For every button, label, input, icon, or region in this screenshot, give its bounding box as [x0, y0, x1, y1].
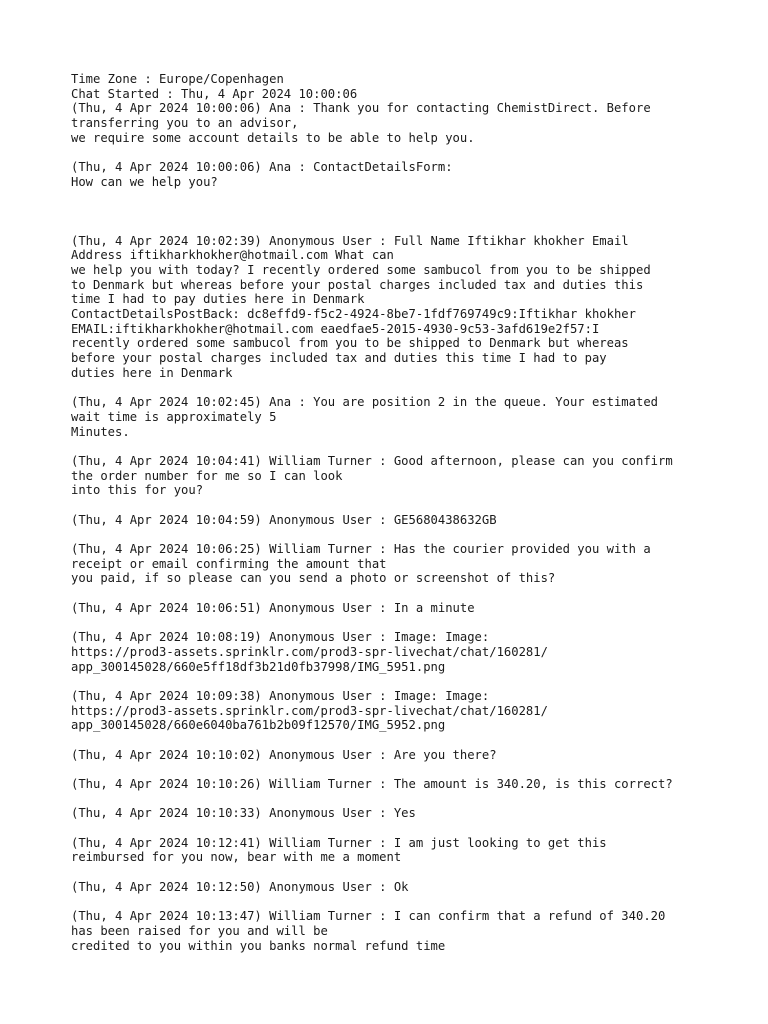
message-line: app_300145028/660e6040ba761b2b09f12570/IMG_5952.png	[71, 718, 446, 733]
message-gap	[71, 792, 751, 807]
message-block	[71, 513, 751, 528]
message-line: How can we help you?	[71, 174, 218, 189]
message-gap	[71, 586, 751, 601]
message-line: (Thu, 4 Apr 2024 10:02:45) Ana : You are position 2 in the queue. Your estimated	[71, 395, 658, 410]
message-line: Minutes.	[71, 424, 130, 439]
message-line: ContactDetailsPostBack: dc8effd9-f5c2-4924-8be7-1fdf769749c9:Iftikhar khokher	[71, 307, 636, 322]
chat-transcript	[71, 72, 751, 953]
message-line: (Thu, 4 Apr 2024 10:06:51) Anonymous User : In a minute	[71, 600, 475, 615]
message-line: https://prod3-assets.sprinklr.com/prod3-spr-livechat/chat/160281/	[71, 703, 548, 718]
message-line: (Thu, 4 Apr 2024 10:10:02) Anonymous User : Are you there?	[71, 747, 497, 762]
message-gap	[71, 190, 751, 234]
message-block	[71, 234, 751, 381]
message-gap	[71, 615, 751, 630]
message-line: duties here in Denmark	[71, 365, 233, 380]
message-gap	[71, 380, 751, 395]
message-gap	[71, 439, 751, 454]
message-line: (Thu, 4 Apr 2024 10:08:19) Anonymous User : Image: Image:	[71, 630, 490, 645]
message-line: the order number for me so I can look	[71, 468, 343, 483]
message-line: before your postal charges included tax and duties this time I had to pay	[71, 351, 607, 366]
message-line: (Thu, 4 Apr 2024 10:10:26) William Turner : The amount is 340.20, is this correct?	[71, 777, 673, 792]
message-line: Address iftikharkhokher@hotmail.com What can	[71, 248, 394, 263]
message-gap	[71, 527, 751, 542]
message-block	[71, 836, 751, 865]
message-block	[71, 101, 751, 145]
message-block	[71, 748, 751, 763]
message-line: transferring you to an advisor,	[71, 116, 299, 131]
message-block	[71, 777, 751, 792]
message-line: (Thu, 4 Apr 2024 10:04:41) William Turner : Good afternoon, please can you confirm	[71, 453, 673, 468]
message-line: EMAIL:iftikharkhokher@hotmail.com eaedfae5-2015-4930-9c53-3afd619e2f57:I	[71, 321, 600, 336]
message-gap	[71, 498, 751, 513]
message-block	[71, 806, 751, 821]
message-block	[71, 395, 751, 439]
message-line: into this for you?	[71, 483, 204, 498]
message-gap	[71, 865, 751, 880]
message-block	[71, 542, 751, 586]
message-block	[71, 880, 751, 895]
message-line: (Thu, 4 Apr 2024 10:12:41) William Turner : I am just looking to get this	[71, 835, 607, 850]
message-line: https://prod3-assets.sprinklr.com/prod3-spr-livechat/chat/160281/	[71, 644, 548, 659]
message-gap	[71, 762, 751, 777]
message-block	[71, 689, 751, 733]
message-line: time I had to pay duties here in Denmark	[71, 292, 365, 307]
message-block	[71, 160, 751, 189]
message-gap	[71, 821, 751, 836]
message-block	[71, 909, 751, 953]
message-block	[71, 454, 751, 498]
message-line: (Thu, 4 Apr 2024 10:02:39) Anonymous User : Full Name Iftikhar khokher Email	[71, 233, 629, 248]
message-gap	[71, 733, 751, 748]
message-line: we require some account details to be able to help you.	[71, 130, 475, 145]
message-line: (Thu, 4 Apr 2024 10:12:50) Anonymous User : Ok	[71, 879, 409, 894]
message-line: has been raised for you and will be	[71, 923, 328, 938]
chat-started-line: Chat Started : Thu, 4 Apr 2024 10:00:06	[71, 86, 358, 101]
message-line: app_300145028/660e5ff18df3b21d0fb37998/IMG_5951.png	[71, 659, 446, 674]
message-line: receipt or email confirming the amount that	[71, 556, 387, 571]
message-block	[71, 630, 751, 674]
message-line: (Thu, 4 Apr 2024 10:10:33) Anonymous User : Yes	[71, 806, 416, 821]
message-line: (Thu, 4 Apr 2024 10:06:25) William Turner : Has the courier provided you with a	[71, 542, 651, 557]
message-line: credited to you within you banks normal refund time	[71, 938, 446, 953]
message-gap	[71, 895, 751, 910]
message-line: (Thu, 4 Apr 2024 10:04:59) Anonymous User : GE5680438632GB	[71, 512, 497, 527]
message-line: (Thu, 4 Apr 2024 10:09:38) Anonymous User : Image: Image:	[71, 688, 490, 703]
message-line: to Denmark but whereas before your postal charges included tax and duties this	[71, 277, 644, 292]
message-line: reimbursed for you now, bear with me a moment	[71, 850, 402, 865]
message-block	[71, 601, 751, 616]
message-line: we help you with today? I recently ordered some sambucol from you to be shipped	[71, 262, 651, 277]
message-gap	[71, 145, 751, 160]
message-line: (Thu, 4 Apr 2024 10:00:06) Ana : Thank you for contacting ChemistDirect. Before	[71, 101, 651, 116]
message-line: (Thu, 4 Apr 2024 10:00:06) Ana : ContactDetailsForm:	[71, 160, 453, 175]
message-gap	[71, 674, 751, 689]
message-line: you paid, if so please can you send a photo or screenshot of this?	[71, 571, 556, 586]
message-line: (Thu, 4 Apr 2024 10:13:47) William Turner : I can confirm that a refund of 340.20	[71, 909, 666, 924]
time-zone-line: Time Zone : Europe/Copenhagen	[71, 72, 284, 86]
message-line: recently ordered some sambucol from you to be shipped to Denmark but whereas	[71, 336, 629, 351]
message-line: wait time is approximately 5	[71, 409, 277, 424]
